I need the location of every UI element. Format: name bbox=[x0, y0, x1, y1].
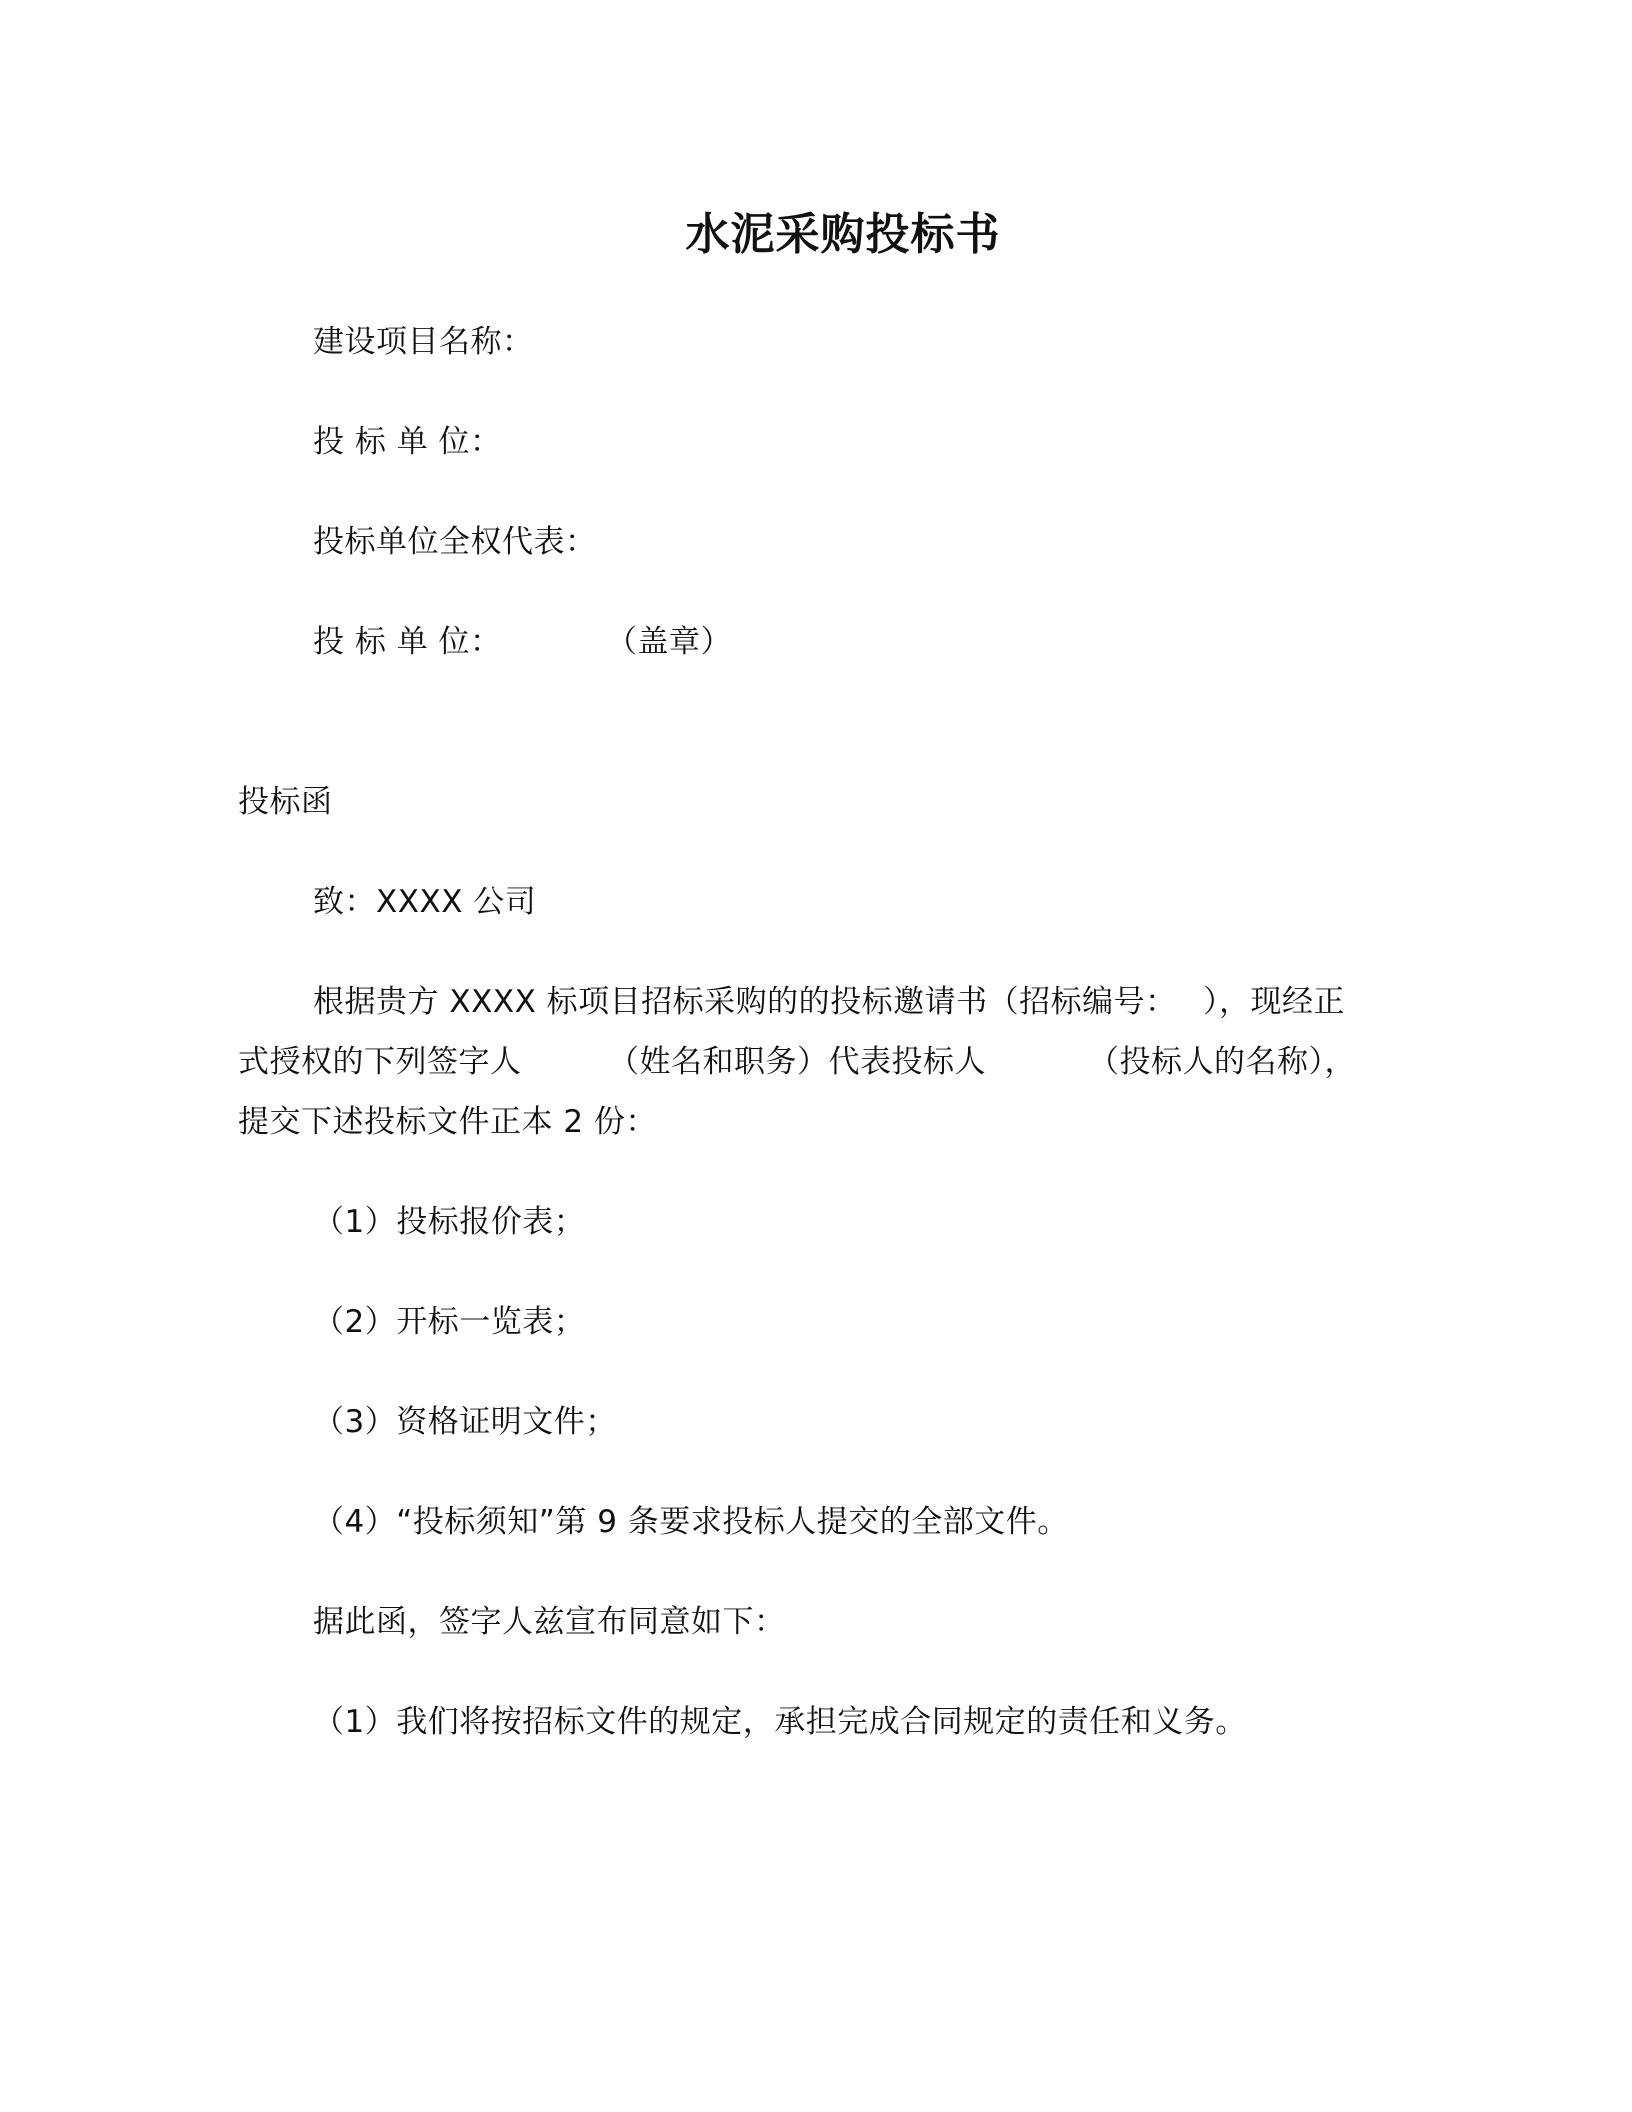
letter-heading: 投标函 bbox=[238, 784, 333, 820]
letter-body-line-2c: （投标人的名称）， bbox=[1088, 1044, 1356, 1080]
representative-label: 投标单位全权代表： bbox=[313, 524, 597, 560]
declaration-item: （1）我们将按招标文件的规定，承担完成合同规定的责任和义务。 bbox=[313, 1704, 1247, 1740]
letter-body-line-3: 提交下述投标文件正本 2 份： bbox=[238, 1104, 657, 1140]
list-item: （2）开标一览表； bbox=[313, 1304, 586, 1340]
list-item: （4）“投标须知”第 9 条要求投标人提交的全部文件。 bbox=[313, 1504, 1069, 1540]
declaration-intro: 据此函，签字人兹宣布同意如下： bbox=[313, 1604, 786, 1640]
list-item: （3）资格证明文件； bbox=[313, 1404, 617, 1440]
letter-body-line-2a: 式授权的下列签字人 bbox=[238, 1044, 522, 1080]
bidder-seal-label: 投 标 单 位： bbox=[313, 624, 502, 660]
letter-body-line-1: 根据贵方 XXXX 标项目招标采购的的投标邀请书（招标编号： ），现经正 bbox=[313, 984, 1346, 1020]
list-item: （1）投标报价表； bbox=[313, 1204, 586, 1240]
seal-note: （盖章） bbox=[606, 624, 732, 660]
letter-body-line-2b: （姓名和职务）代表投标人 bbox=[608, 1044, 986, 1080]
bidder-seal-row bbox=[313, 622, 502, 662]
document-title: 水泥采购投标书 bbox=[685, 209, 1001, 260]
letter-addressee: 致：XXXX 公司 bbox=[313, 884, 537, 920]
project-name-label: 建设项目名称： bbox=[313, 324, 534, 360]
bidder-label: 投 标 单 位： bbox=[313, 424, 502, 460]
